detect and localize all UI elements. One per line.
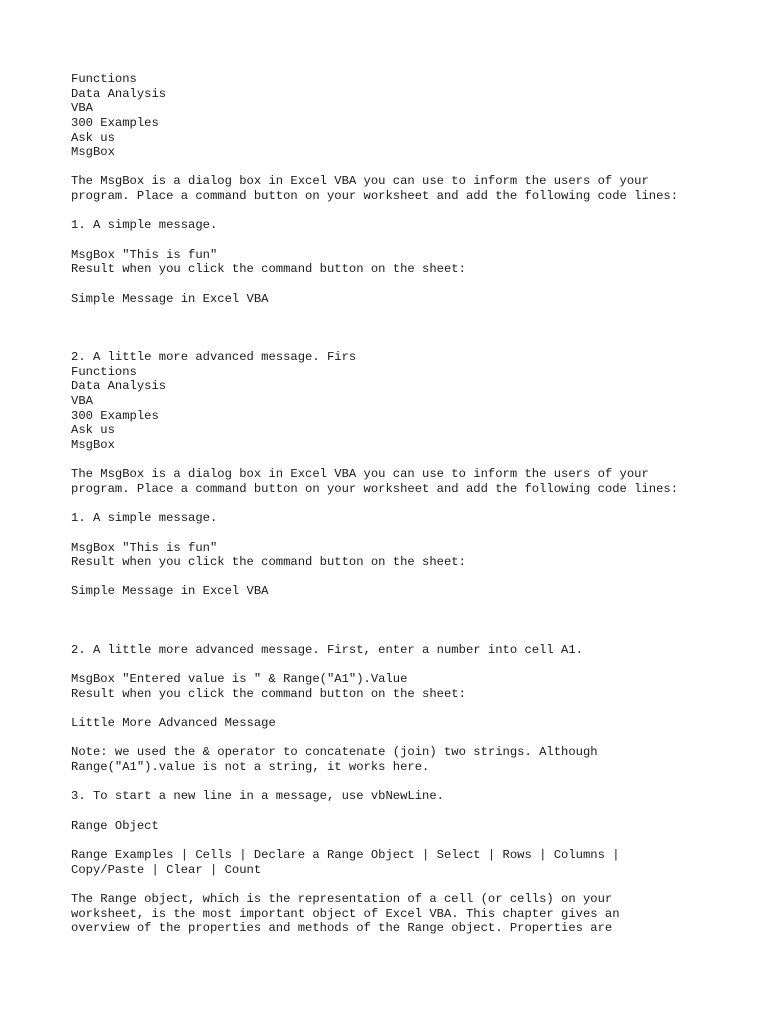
text-block	[71, 350, 751, 452]
text-line: The MsgBox is a dialog box in Excel VBA you can use to inform the users of your	[71, 467, 649, 482]
text-line: 300 Examples	[71, 408, 159, 423]
paragraph-gap	[71, 453, 751, 468]
text-block	[71, 745, 751, 774]
text-block	[71, 541, 751, 570]
text-line: Functions	[71, 72, 137, 86]
text-line: Result when you click the command button on the sheet:	[71, 262, 466, 277]
paragraph-gap	[71, 277, 751, 292]
text-block	[71, 467, 751, 496]
paragraph-gap	[71, 306, 751, 321]
text-line: MsgBox	[71, 145, 115, 160]
paragraph-gap	[71, 877, 751, 892]
text-block	[71, 292, 751, 307]
paragraph-gap	[71, 775, 751, 790]
paragraph-gap	[71, 204, 751, 219]
text-line: Functions	[71, 364, 137, 379]
text-line: Data Analysis	[71, 86, 167, 101]
text-block	[71, 848, 751, 877]
text-line: 300 Examples	[71, 115, 159, 130]
text-block	[71, 584, 751, 599]
text-block	[71, 716, 751, 731]
text-line: Simple Message in Excel VBA	[71, 291, 269, 306]
paragraph-gap	[71, 614, 751, 629]
text-block	[71, 511, 751, 526]
text-line: MsgBox "This is fun"	[71, 247, 218, 262]
text-line: VBA	[71, 101, 93, 116]
paragraph-gap	[71, 804, 751, 819]
text-line: The Range object, which is the representation of a cell (or cells) on your	[71, 891, 613, 906]
paragraph-gap	[71, 497, 751, 512]
text-line: Result when you click the command button on the sheet:	[71, 686, 466, 701]
paragraph-gap	[71, 658, 751, 673]
text-line: VBA	[71, 394, 93, 409]
text-line: Range Object	[71, 818, 159, 833]
paragraph-gap	[71, 526, 751, 541]
text-line: program. Place a command button on your worksheet and add the following code lines:	[71, 189, 679, 204]
text-line: MsgBox	[71, 438, 115, 453]
text-line: 1. A simple message.	[71, 511, 218, 526]
text-line: Note: we used the & operator to concatenate (join) two strings. Although	[71, 745, 598, 760]
text-block	[71, 174, 751, 203]
paragraph-gap	[71, 628, 751, 643]
text-line: Range Examples | Cells | Declare a Range Object | Select | Rows | Columns |	[71, 847, 620, 862]
text-block	[71, 218, 751, 233]
text-line: Ask us	[71, 130, 115, 145]
text-block	[71, 892, 751, 936]
paragraph-gap	[71, 570, 751, 585]
text-line: worksheet, is the most important object of Excel VBA. This chapter gives an	[71, 906, 620, 921]
text-block	[71, 789, 751, 804]
text-line: Ask us	[71, 423, 115, 438]
text-line: Result when you click the command button on the sheet:	[71, 555, 466, 570]
text-line: 2. A little more advanced message. Firs	[71, 350, 357, 365]
paragraph-gap	[71, 336, 751, 351]
paragraph-gap	[71, 233, 751, 248]
text-block	[71, 248, 751, 277]
document-body	[71, 72, 751, 936]
paragraph-gap	[71, 833, 751, 848]
text-line: Copy/Paste | Clear | Count	[71, 862, 262, 877]
paragraph-gap	[71, 702, 751, 717]
paragraph-gap	[71, 160, 751, 175]
paragraph-gap	[71, 321, 751, 336]
text-line: 2. A little more advanced message. First, enter a number into cell A1.	[71, 642, 583, 657]
text-line: program. Place a command button on your worksheet and add the following code lines:	[71, 481, 679, 496]
text-line: Data Analysis	[71, 379, 167, 394]
text-line: The MsgBox is a dialog box in Excel VBA you can use to inform the users of your	[71, 174, 649, 189]
text-block	[71, 672, 751, 701]
text-block	[71, 643, 751, 658]
paragraph-gap	[71, 599, 751, 614]
text-line: overview of the properties and methods of the Range object. Properties are	[71, 921, 613, 936]
text-line: MsgBox "Entered value is " & Range("A1").Value	[71, 672, 408, 687]
text-line: Range("A1").value is not a string, it works here.	[71, 760, 430, 775]
text-line: 3. To start a new line in a message, use vbNewLine.	[71, 789, 444, 804]
paragraph-gap	[71, 731, 751, 746]
text-line: 1. A simple message.	[71, 218, 218, 233]
text-block	[71, 819, 751, 834]
text-line: MsgBox "This is fun"	[71, 540, 218, 555]
text-line: Little More Advanced Message	[71, 716, 276, 731]
text-block	[71, 72, 751, 160]
text-line: Simple Message in Excel VBA	[71, 584, 269, 599]
